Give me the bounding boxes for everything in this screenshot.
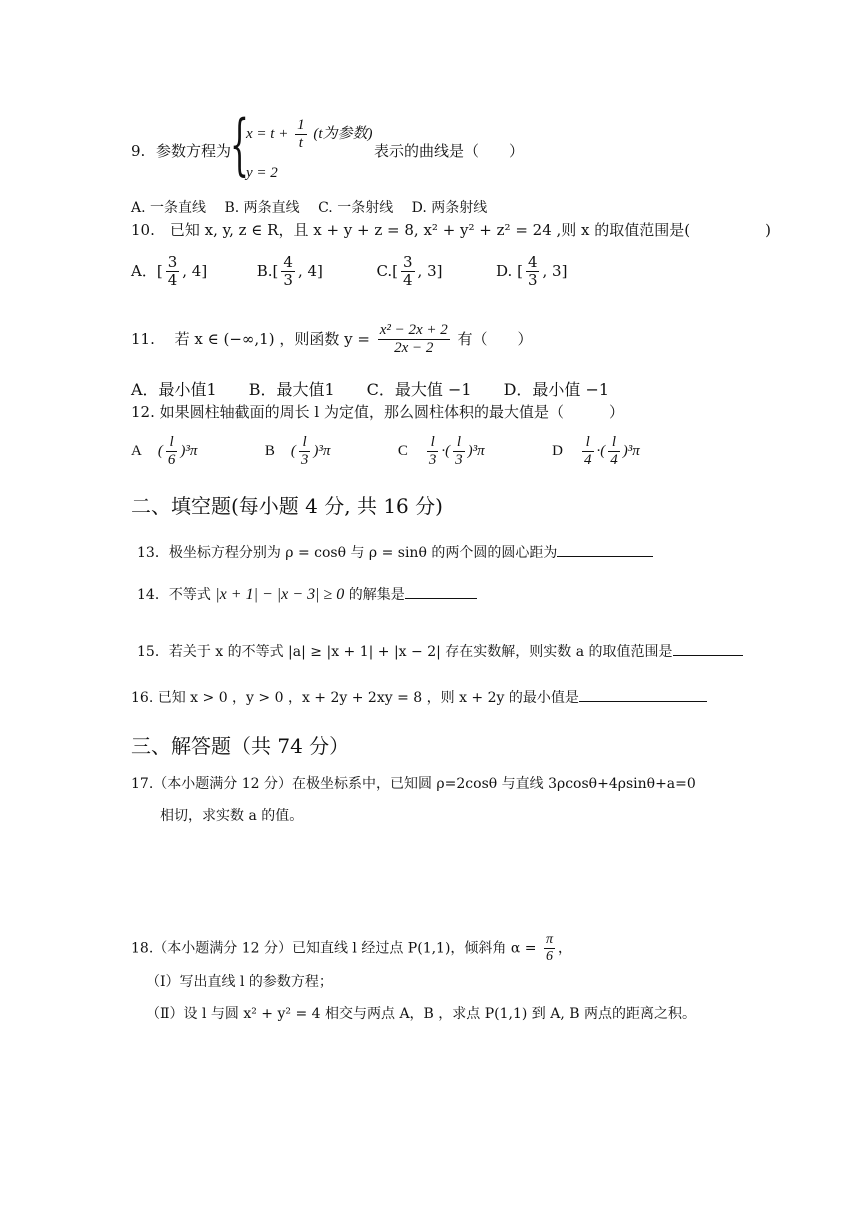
q18-part2: （Ⅱ）设 l 与圆 x² + y² = 4 相交与两点 A，B ，求点 P(1,1) 到 A, B 两点的距离之积。 — [146, 1006, 696, 1022]
q11-fraction: $\frac{\text{x² − 2x + 2}}{2x - 2}$ — [379, 322, 448, 357]
q11-question: 11. 若 x ∈ (−∞,1) ，则函数 y = $\frac{\text{x² − 2x + 2}}{2x - 2}$ 有（ ） — [131, 322, 533, 357]
q15-answer-blank — [673, 654, 743, 656]
q9-brace: { — [230, 106, 249, 183]
q9-eq2: y = 2 — [246, 165, 278, 181]
q16-question: 16. 已知 x > 0 ，y > 0 ，x + 2y + 2xy = 8 ，则 x + 2y 的最小值是 — [131, 690, 707, 707]
q15-question: 15．若关于 x 的不等式 |a| ≥ |x + 1| + |x − 2| 存在实数解，则实数 a 的取值范围是 — [137, 644, 743, 661]
q9-param: (t为参数) — [313, 126, 373, 143]
q9-tail: 表示的曲线是（ ） — [374, 142, 525, 160]
q10-question: 10. 已知 x, y, z ∈ R，且 x + y + z = 8, x² + y² + z² = 24 ,则 x 的取值范围是( ) — [131, 221, 771, 239]
q13-answer-blank — [557, 555, 653, 557]
q13-question: 13．极坐标方程分别为 ρ = cosθ 与 ρ = sinθ 的两个圆的圆心距为 — [137, 545, 653, 562]
q9-eq1-fraction: $\frac{1}{t}$ — [297, 117, 305, 152]
q18-question: 18.（本小题满分 12 分）已知直线 l 经过点 P(1,1)，倾斜角 α = $\frac{\pi}{6}$ ， — [131, 932, 572, 965]
q14-question: 14．不等式 |x + 1| − |x − 3| ≥ 0 的解集是 — [137, 585, 477, 604]
q10-options: A．[ $\frac{3}{4}$ , 4] B.[ $\frac{4}{3}$ , 4] C.[ $\frac{3}{4}$ , 3] D. [ $\frac{4}{3}$ , 3] — [131, 253, 568, 290]
section-solve-title: 三、解答题（共 74 分） — [131, 734, 350, 758]
q17-line2: 相切，求实数 a 的值。 — [160, 808, 304, 824]
q9-number: 9. — [131, 142, 146, 160]
q11-options: A．最小值1 B．最大值1 C．最大值 −1 D．最小值 −1 — [131, 380, 610, 399]
q16-answer-blank — [579, 700, 707, 702]
q14-answer-blank — [405, 597, 477, 599]
q9-options: A. 一条直线 B. 两条直线 C. 一条射线 D. 两条射线 — [131, 200, 488, 216]
q12-question: 12. 如果圆柱轴截面的周长 l 为定值，那么圆柱体积的最大值是（ ） — [131, 403, 624, 421]
q9-lead: 参数方程为 — [156, 142, 232, 160]
q18-fraction: $\frac{\pi}{6}$ — [545, 932, 553, 965]
q17-line1: 17.（本小题满分 12 分）在极坐标系中，已知圆 ρ=2cosθ 与直线 3ρcosθ+4ρsinθ+a=0 — [131, 776, 696, 792]
q12-options: A ( $\frac{l}{6}$ )³π B ( $\frac{l}{3}$ )³π C $\frac{l}{3}$ ·( $\frac{l}{3}$ )³π D $\frac{l}{4}$ ·( $\frac{l}{4}$ )³π — [131, 434, 640, 469]
q9-eq1: x = t + $\frac{1}{t}$ (t为参数) — [246, 117, 373, 152]
q18-part1: （Ⅰ）写出直线 l 的参数方程； — [146, 974, 333, 990]
section-fill-in-title: 二、填空题(每小题 4 分, 共 16 分) — [131, 494, 443, 518]
